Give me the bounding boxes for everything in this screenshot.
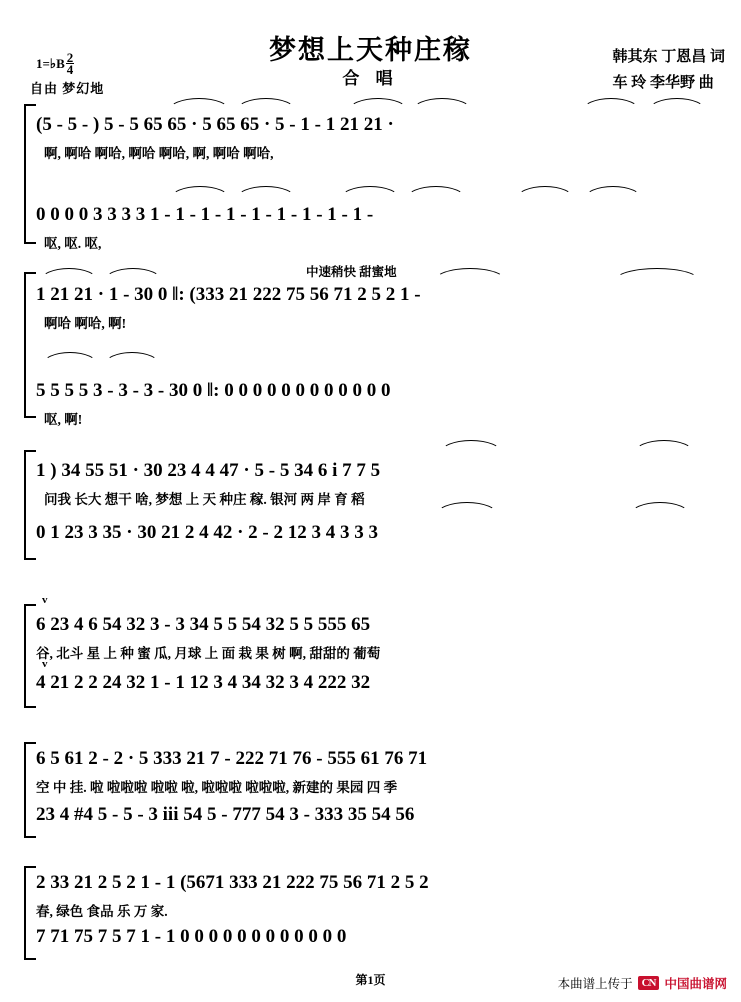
- key-time-signature: [36, 52, 74, 75]
- voice2-lyrics-row: 呕, 啊!: [44, 412, 83, 427]
- voice1-notes-row: (5 - 5 - ) 5 - 5 65 65 · 5 65 65 · 5 - 1 - 1 21 21 ·: [36, 114, 394, 135]
- voice2-notes-row: 4 21 2 2 24 32 1 - 1 12 3 4 34 32 3 4 222 32: [36, 672, 371, 693]
- voice1-lyrics-row: 啊哈 啊哈, 啊!: [44, 316, 127, 331]
- voice1-lyrics-row: 啊, 啊哈 啊哈, 啊哈 啊哈, 啊, 啊哈 啊哈,: [44, 146, 274, 161]
- slur: [236, 98, 296, 111]
- slur: [614, 268, 700, 281]
- time-denominator: 4: [66, 62, 74, 77]
- slur: [412, 98, 472, 111]
- slur: [582, 98, 640, 111]
- voice2-lyrics-row: 呕, 呕. 呕,: [44, 236, 102, 251]
- time-signature: [66, 52, 75, 75]
- voice1-lyrics-row: 谷, 北斗 星 上 种 蜜 瓜, 月球 上 面 栽 果 树 啊, 甜甜的 葡萄: [36, 646, 381, 661]
- slur: [440, 440, 502, 453]
- subtitle: 合 唱: [342, 69, 399, 88]
- site-name[interactable]: 中国曲谱网: [664, 977, 727, 991]
- tempo-marking-opening: 自由 梦幻地: [30, 81, 105, 96]
- voice2-notes-row: 0 1 23 3 35 · 30 21 2 4 42 · 2 - 2 12 3 4 3 3 3: [36, 522, 378, 543]
- credit-lyricists: 韩其东 丁恩昌 词: [612, 49, 725, 65]
- site-logo-icon: CN: [638, 976, 660, 990]
- credits: [612, 44, 725, 96]
- voice1-notes-row: 1 21 21 · 1 - 30 0 ‖: (333 21 222 75 56 71 2 5 2 1 -: [36, 284, 421, 305]
- system-brace: [24, 104, 36, 244]
- slur: [584, 186, 642, 199]
- page-number: 第1页: [355, 973, 386, 987]
- key-letter: B: [56, 55, 65, 71]
- voice1-notes-row: 6 23 4 6 54 32 3 - 3 34 5 5 54 32 5 5 555 65: [36, 614, 371, 635]
- system-brace: [24, 604, 36, 708]
- system-brace: [24, 742, 36, 838]
- voice1-notes-row: 6 5 61 2 - 2 · 5 333 21 7 - 222 71 76 - 555 61 76 71: [36, 748, 428, 769]
- slur: [104, 268, 162, 281]
- system-3: [0, 446, 741, 576]
- system-1: [0, 100, 741, 250]
- slur: [170, 186, 230, 199]
- slur: [42, 352, 98, 365]
- footer-attribution: [558, 974, 727, 992]
- voice1-lyrics-row: 春, 绿色 食品 乐 万 家.: [36, 904, 168, 919]
- voice1-notes-row: 1 ) 34 55 51 · 30 23 4 4 47 · 5 - 5 34 6 i 7 7 5: [36, 460, 381, 481]
- slur: [516, 186, 574, 199]
- system-brace: [24, 450, 36, 560]
- breath-mark: v: [42, 594, 48, 606]
- slur: [40, 268, 98, 281]
- system-5: [0, 738, 741, 848]
- system-brace: [24, 866, 36, 960]
- slur: [236, 186, 296, 199]
- credit-composers: 车 玲 李华野 曲: [612, 75, 714, 91]
- slur: [648, 98, 706, 111]
- voice2-notes-row: 23 4 #4 5 - 5 - 3 iii 54 5 - 777 54 3 - 333 35 54 56: [36, 804, 415, 825]
- breath-mark: v: [42, 658, 48, 670]
- system-2: [0, 265, 741, 428]
- voice1-lyrics-row: 空 中 挂. 啦 啦啦啦 啦啦 啦, 啦啦啦 啦啦啦, 新建的 果园 四 季: [36, 780, 398, 795]
- page-title: 梦想上天种庄稼: [269, 35, 472, 65]
- slur: [406, 186, 466, 199]
- system-6: [0, 862, 741, 972]
- time-numerator: 2: [66, 50, 74, 65]
- system-brace: [24, 272, 36, 418]
- slur: [634, 440, 694, 453]
- voice2-notes-row: 7 71 75 7 5 7 1 - 1 0 0 0 0 0 0 0 0 0 0 0 0: [36, 926, 347, 947]
- slur: [104, 352, 160, 365]
- key-label: 1=: [36, 55, 50, 71]
- voice2-notes-row: 0 0 0 0 3 3 3 3 1 - 1 - 1 - 1 - 1 - 1 - 1 - 1 - 1 -: [36, 204, 374, 225]
- voice1-lyrics-row: 问我 长大 想干 啥, 梦想 上 天 种庄 稼. 银河 两 岸 育 稻: [44, 492, 365, 507]
- slur: [168, 98, 230, 111]
- system-4: [0, 594, 741, 720]
- upload-note: 本曲谱上传于: [557, 977, 633, 991]
- slur: [348, 98, 408, 111]
- voice2-notes-row: 5 5 5 5 3 - 3 - 3 - 30 0 ‖: 0 0 0 0 0 0 0 0 0 0 0 0: [36, 380, 391, 401]
- tempo-marking-middle: 中速稍快 甜蜜地: [306, 265, 397, 279]
- slur: [434, 268, 506, 281]
- key-flat: ♭: [49, 55, 57, 71]
- voice1-notes-row: 2 33 21 2 5 2 1 - 1 (5671 333 21 222 75 56 71 2 5 2: [36, 872, 429, 893]
- slur: [340, 186, 400, 199]
